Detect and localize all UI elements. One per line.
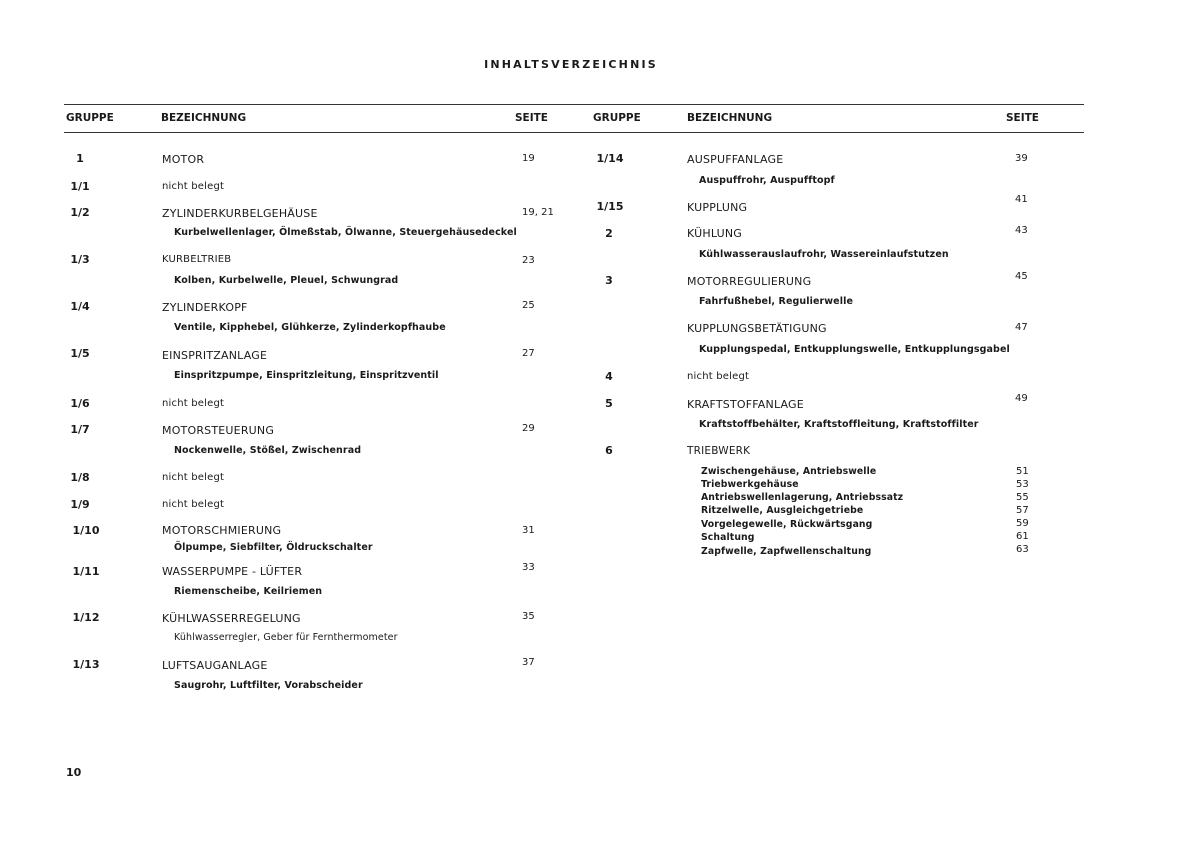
toc-page-ref: 59 (1016, 518, 1029, 529)
toc-group-number: 1/12 (72, 611, 100, 624)
toc-page-ref: 51 (1016, 466, 1029, 477)
toc-entry-description: Kühlwasserregler, Geber für Fernthermometer (174, 632, 398, 643)
toc-entry-title: KUPPLUNGSBETÄTIGUNG (687, 322, 827, 335)
toc-entry-title: KRAFTSTOFFANLAGE (687, 398, 804, 411)
toc-group-number: 6 (605, 444, 613, 457)
toc-entry-description: Nockenwelle, Stößel, Zwischenrad (174, 445, 362, 456)
toc-entry-title: KURBELTRIEB (162, 254, 232, 265)
toc-page-ref: 31 (522, 525, 535, 536)
toc-entry-title: TRIEBWERK (687, 445, 751, 457)
toc-group-number: 1/2 (70, 206, 90, 219)
toc-group-number: 1/5 (70, 347, 90, 360)
toc-page-ref: 35 (522, 611, 535, 622)
toc-entry-title: KÜHLUNG (687, 227, 743, 240)
header-rule-bottom (64, 132, 1084, 133)
toc-page-ref: 41 (1015, 194, 1028, 205)
toc-group-number: 1/1 (70, 180, 90, 193)
toc-entry-description: Kolben, Kurbelwelle, Pleuel, Schwungrad (174, 275, 399, 286)
toc-entry-title: nicht belegt (162, 499, 225, 510)
header-bezeichnung-right: BEZEICHNUNG (687, 112, 773, 124)
toc-page-ref: 49 (1015, 393, 1028, 404)
toc-entry-title: KUPPLUNG (687, 201, 748, 214)
toc-entry-title: ZYLINDERKOPF (162, 301, 248, 314)
triebwerk-item: Schaltung (701, 532, 755, 543)
triebwerk-item: Ritzelwelle, Ausgleichgetriebe (701, 505, 864, 516)
toc-entry-title: MOTORSTEUERUNG (162, 424, 275, 437)
toc-entry-title: nicht belegt (162, 181, 225, 192)
toc-entry-description: Kurbelwellenlager, Ölmeßstab, Ölwanne, Steuergehäusedeckel (174, 227, 517, 238)
toc-page-ref: 37 (522, 657, 535, 668)
triebwerk-item: Antriebswellenlagerung, Antriebssatz (701, 492, 904, 503)
toc-entry-description: Ventile, Kipphebel, Glühkerze, Zylinderkopfhaube (174, 322, 446, 333)
triebwerk-item: Vorgelegewelle, Rückwärtsgang (701, 519, 873, 530)
triebwerk-item: Zwischengehäuse, Antriebswelle (701, 466, 877, 477)
header-seite-right: SEITE (1006, 112, 1039, 124)
toc-page-ref: 53 (1016, 479, 1029, 490)
toc-entry-description: Ölpumpe, Siebfilter, Öldruckschalter (174, 542, 373, 553)
toc-entry-title: nicht belegt (162, 472, 225, 483)
triebwerk-item: Zapfwelle, Zapfwellenschaltung (701, 546, 872, 557)
toc-page-ref: 25 (522, 300, 535, 311)
triebwerk-item: Triebwerkgehäuse (701, 479, 799, 490)
toc-page-ref: 33 (522, 562, 535, 573)
toc-group-number: 1/9 (70, 498, 90, 511)
toc-page-ref: 47 (1015, 322, 1028, 333)
toc-page-ref: 45 (1015, 271, 1028, 282)
toc-page-ref: 27 (522, 348, 535, 359)
toc-entry-description: Riemenscheibe, Keilriemen (174, 586, 323, 597)
toc-group-number: 1 (76, 152, 84, 165)
toc-entry-description: Saugrohr, Luftfilter, Vorabscheider (174, 680, 363, 691)
toc-page-ref: 43 (1015, 225, 1028, 236)
toc-entry-title: KÜHLWASSERREGELUNG (162, 612, 301, 625)
toc-page-ref: 61 (1016, 531, 1029, 542)
toc-page-ref: 39 (1015, 153, 1028, 164)
toc-group-number: 1/8 (70, 471, 90, 484)
toc-entry-description: Auspuffrohr, Auspufftopf (699, 175, 835, 186)
page-number: 10 (66, 766, 82, 779)
toc-page-ref: 19, 21 (522, 207, 554, 218)
toc-page-ref: 23 (522, 255, 535, 266)
toc-entry-title: nicht belegt (687, 371, 750, 382)
toc-group-number: 1/10 (72, 524, 100, 537)
toc-page-ref: 55 (1016, 492, 1029, 503)
toc-group-number: 1/15 (596, 200, 624, 213)
toc-group-number: 1/11 (72, 565, 100, 578)
toc-page-ref: 19 (522, 153, 535, 164)
header-bezeichnung-left: BEZEICHNUNG (161, 112, 247, 124)
toc-group-number: 1/4 (70, 300, 90, 313)
toc-page-ref: 63 (1016, 544, 1029, 555)
toc-entry-description: Einspritzpumpe, Einspritzleitung, Einspritzventil (174, 370, 439, 381)
toc-group-number: 5 (605, 397, 613, 410)
header-gruppe-right: GRUPPE (593, 112, 641, 124)
toc-entry-title: MOTORREGULIERUNG (687, 275, 812, 288)
toc-entry-title: MOTORSCHMIERUNG (162, 524, 282, 537)
toc-entry-title: WASSERPUMPE - LÜFTER (162, 565, 303, 578)
header-seite-left: SEITE (515, 112, 548, 124)
toc-entry-description: Kühlwasserauslaufrohr, Wassereinlaufstutzen (699, 249, 949, 260)
toc-entry-title: nicht belegt (162, 398, 225, 409)
toc-group-number: 4 (605, 370, 613, 383)
toc-group-number: 3 (605, 274, 613, 287)
header-rule-top (64, 104, 1084, 105)
toc-entry-title: AUSPUFFANLAGE (687, 153, 784, 166)
page-title: INHALTSVERZEICHNIS (484, 58, 658, 71)
toc-entry-description: Kraftstoffbehälter, Kraftstoffleitung, Kraftstoffilter (699, 419, 979, 430)
toc-page-ref: 57 (1016, 505, 1029, 516)
toc-group-number: 2 (605, 227, 613, 240)
toc-entry-title: MOTOR (162, 153, 205, 166)
toc-group-number: 1/14 (596, 152, 624, 165)
toc-entry-title: ZYLINDERKURBELGEHÄUSE (162, 207, 318, 220)
toc-group-number: 1/13 (72, 658, 100, 671)
toc-entry-description: Kupplungspedal, Entkupplungswelle, Entkupplungsgabel (699, 344, 1010, 355)
toc-group-number: 1/7 (70, 423, 90, 436)
toc-entry-title: LUFTSAUGANLAGE (162, 659, 268, 672)
toc-page-ref: 29 (522, 423, 535, 434)
toc-group-number: 1/3 (70, 253, 90, 266)
toc-entry-title: EINSPRITZANLAGE (162, 349, 268, 362)
toc-group-number: 1/6 (70, 397, 90, 410)
toc-entry-description: Fahrfußhebel, Regulierwelle (699, 296, 853, 307)
header-gruppe-left: GRUPPE (66, 112, 114, 124)
